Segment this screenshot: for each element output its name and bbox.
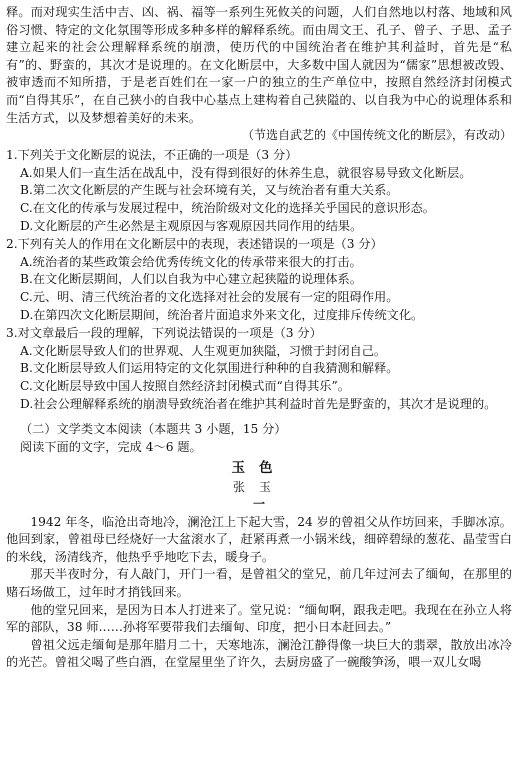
question-stem: 3.对文章最后一段的理解，下列说法错误的一项是（3 分） <box>6 325 322 340</box>
passage-source: （节选自武艺的《中国传统文化的断层》，有改动） <box>241 128 512 143</box>
option-a[interactable]: A.如果人们一直生活在战乱中，没有得到很好的休养生息，就很容易导致文化断层。 <box>20 165 472 180</box>
option-b[interactable]: B.第二次文化断层的产生既与社会环境有关，又与统治者有重大关系。 <box>20 183 399 198</box>
story-paragraph: 那天半夜时分，有人敲门，开门一看，是曾祖父的堂兄，前几年过河去了缅甸，在那里的赌石场做工，过年时才捎钱回来。 <box>6 567 512 600</box>
part-number: 一 <box>252 496 265 511</box>
option-b[interactable]: B.文化断层导致人们运用特定的文化氛围进行种种的自我猜测和解释。 <box>20 361 399 376</box>
option-a[interactable]: A.统治者的某些政策会给优秀传统文化的传承带来很大的打击。 <box>20 254 362 269</box>
passage-paragraph: 释。而对现实生活中吉、凶、祸、福等一系列生死攸关的问题，人们自然地以村落、地域和风俗习惯、特定的文化氛围等形成多种多样的解释系统。而由周文王、孔子、曾子、子思、孟子建立起来的社会公理解释系统的崩溃，使历代的中国统治者在维护其利益时，首先是“私有”的、野蛮的，其次才是说理的。在文化断层中，大多数中国人就因为“儒家”思想被改毁、被审透而不知所措，于是老百姓们在一家一户的独立的生产单位中，按照自然经济封闭模式而“自得其乐”，在自己狭小的自我中心基点上建构着自己狭隘的、以自我为中心的说理体系和生活方式，以及梦想着美好的未来。 <box>6 5 512 125</box>
option-d[interactable]: D.在第四次文化断层期间，统治者片面追求外来文化，过度排斥传统文化。 <box>20 307 424 322</box>
story-title: 玉色 <box>231 459 287 476</box>
story-author: 张玉 <box>232 479 285 494</box>
section-instruction: 阅读下面的文字，完成 4～6 题。 <box>20 439 202 454</box>
story-paragraph: 1942 年冬，临沧出奇地冷，澜沧江上下起大雪，24 岁的曾祖父从作坊回来，手脚冰凉。他回到家，曾祖母已经烧好一大盆滚水了，赶紧再煮一小锅米线，细碎碧绿的葱花、晶莹雪白的米线，汤清线齐，他热乎乎地吃下去，暖身子。 <box>6 514 512 564</box>
question-1 <box>6 147 512 236</box>
question-stem: 2.下列有关人的作用在文化断层中的表现，表述错误的一项是（3 分） <box>6 236 383 251</box>
option-c[interactable]: C.在文化的传承与发展过程中，统治阶级对文化的选择关乎国民的意识形态。 <box>20 201 435 216</box>
option-c[interactable]: C.文化断层导致中国人按照自然经济封闭模式而“自得其乐”。 <box>20 379 350 394</box>
option-a[interactable]: A.文化断层导致人们的世界观、人生观更加狭隘，习惯于封闭自己。 <box>20 343 387 358</box>
option-d[interactable]: D.社会公理解释系统的崩溃导致统治者在维护其利益时首先是野蛮的，其次才是说理的。 <box>20 396 497 411</box>
option-c[interactable]: C.元、明、清三代统治者的文化选择对社会的发展有一定的阻碍作用。 <box>20 290 399 305</box>
question-3 <box>6 325 512 414</box>
story-paragraph: 曾祖父远走缅甸是那年腊月二十，天寒地冻，澜沧江静得像一块巨大的翡翠，散放出冰冷的光芒。曾祖父喝了些白酒，在堂屋里坐了许久，去厨房盛了一碗酸笋汤，喂一双儿女喝 <box>6 637 512 670</box>
option-d[interactable]: D.文化断层的产生必然是主观原因与客观原因共同作用的结果。 <box>20 218 363 233</box>
question-stem: 1.下列关于文化断层的说法，不正确的一项是（3 分） <box>6 147 298 162</box>
question-2 <box>6 236 512 325</box>
section-heading: （二）文学类文本阅读（本题共 3 小题，15 分） <box>20 421 287 436</box>
story-paragraph: 他的堂兄回来，是因为日本人打进来了。堂兄说：“缅甸啊，跟我走吧。我现在在孙立人将军的部队，38 师……孙将军要带我们去缅甸、印度，把小日本赶回去。” <box>6 602 512 635</box>
option-b[interactable]: B.在文化断层期间，人们以自我为中心建立起狭隘的说理体系。 <box>20 272 362 287</box>
